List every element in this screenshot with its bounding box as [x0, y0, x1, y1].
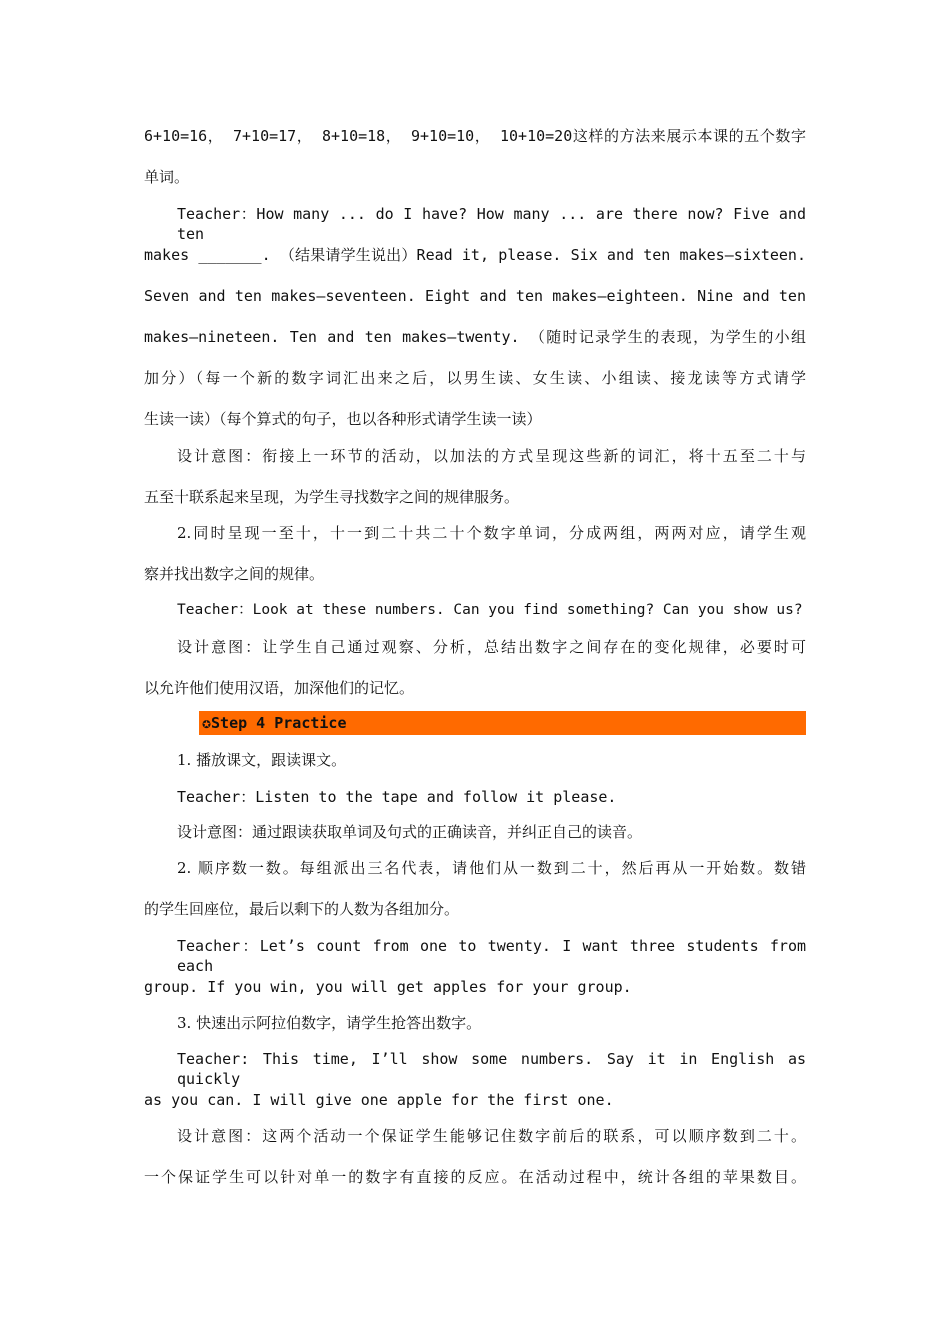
paragraph-line: 单词。: [144, 168, 190, 186]
paragraph-line: 以允许他们使用汉语，加深他们的记忆。: [144, 679, 415, 697]
paragraph-line: 设计意图：让学生自己通过观察、分析，总结出数字之间存在的变化规律，必要时可: [177, 638, 806, 656]
paragraph-line: 设计意图：这两个活动一个保证学生能够记住数字前后的联系，可以顺序数到二十。: [177, 1127, 806, 1145]
paragraph-line: Teacher: This time, I’ll show some numbers. Say it in English as quickly: [177, 1050, 806, 1088]
paragraph-line: 的学生回座位，最后以剩下的人数为各组加分。: [144, 900, 460, 918]
paragraph-line: 6+10=16， 7+10=17， 8+10=18， 9+10=10， 10+10=20这样的方法来展示本课的五个数字: [144, 127, 806, 145]
section-title: ✪Step 4 Practice: [202, 714, 347, 732]
paragraph-line: Teacher：How many ... do I have? How many ... are there now? Five and ten: [177, 205, 806, 243]
paragraph-line: 3. 快速出示阿拉伯数字，请学生抢答出数字。: [177, 1014, 482, 1032]
paragraph-line: makes—nineteen. Ten and ten makes—twenty. （随时记录学生的表现，为学生的小组: [144, 328, 806, 346]
paragraph-line: makes _______. （结果请学生说出）Read it, please. Six and ten makes—sixteen.: [144, 246, 806, 264]
paragraph-line: 加分）（每一个新的数字词汇出来之后，以男生读、女生读、小组读、接龙读等方式请学: [144, 369, 806, 387]
paragraph-line: 一个保证学生可以针对单一的数字有直接的反应。在活动过程中，统计各组的苹果数目。: [144, 1168, 806, 1186]
paragraph-line: Teacher：Let’s count from one to twenty. I want three students from each: [177, 937, 806, 975]
paragraph-line: Teacher：Look at these numbers. Can you find something? Can you show us?: [177, 602, 803, 618]
section-banner: [199, 711, 806, 735]
paragraph-line: 五至十联系起来呈现，为学生寻找数字之间的规律服务。: [144, 488, 520, 506]
paragraph-line: as you can. I will give one apple for the first one.: [144, 1091, 614, 1109]
paragraph-line: group. If you win, you will get apples for your group.: [144, 978, 632, 996]
paragraph-line: 2.同时呈现一至十，十一到二十共二十个数字单词，分成两组，两两对应，请学生观: [177, 524, 806, 542]
paragraph-line: 设计意图：通过跟读获取单词及句式的正确读音，并纠正自己的读音。: [177, 823, 643, 841]
star-icon: ✪: [202, 714, 212, 732]
paragraph-line: 2. 顺序数一数。每组派出三名代表，请他们从一数到二十，然后再从一开始数。数错: [177, 859, 806, 877]
paragraph-line: 设计意图：衔接上一环节的活动，以加法的方式呈现这些新的词汇，将十五至二十与: [177, 447, 806, 465]
paragraph-line: Teacher：Listen to the tape and follow it please.: [177, 788, 617, 806]
paragraph-line: 生读一读）（每个算式的句子，也以各种形式请学生读一读）: [144, 410, 542, 428]
paragraph-line: Seven and ten makes—seventeen. Eight and ten makes—eighteen. Nine and ten: [144, 287, 806, 305]
paragraph-line: 1. 播放课文，跟读课文。: [177, 751, 347, 769]
paragraph-line: 察并找出数字之间的规律。: [144, 565, 325, 583]
